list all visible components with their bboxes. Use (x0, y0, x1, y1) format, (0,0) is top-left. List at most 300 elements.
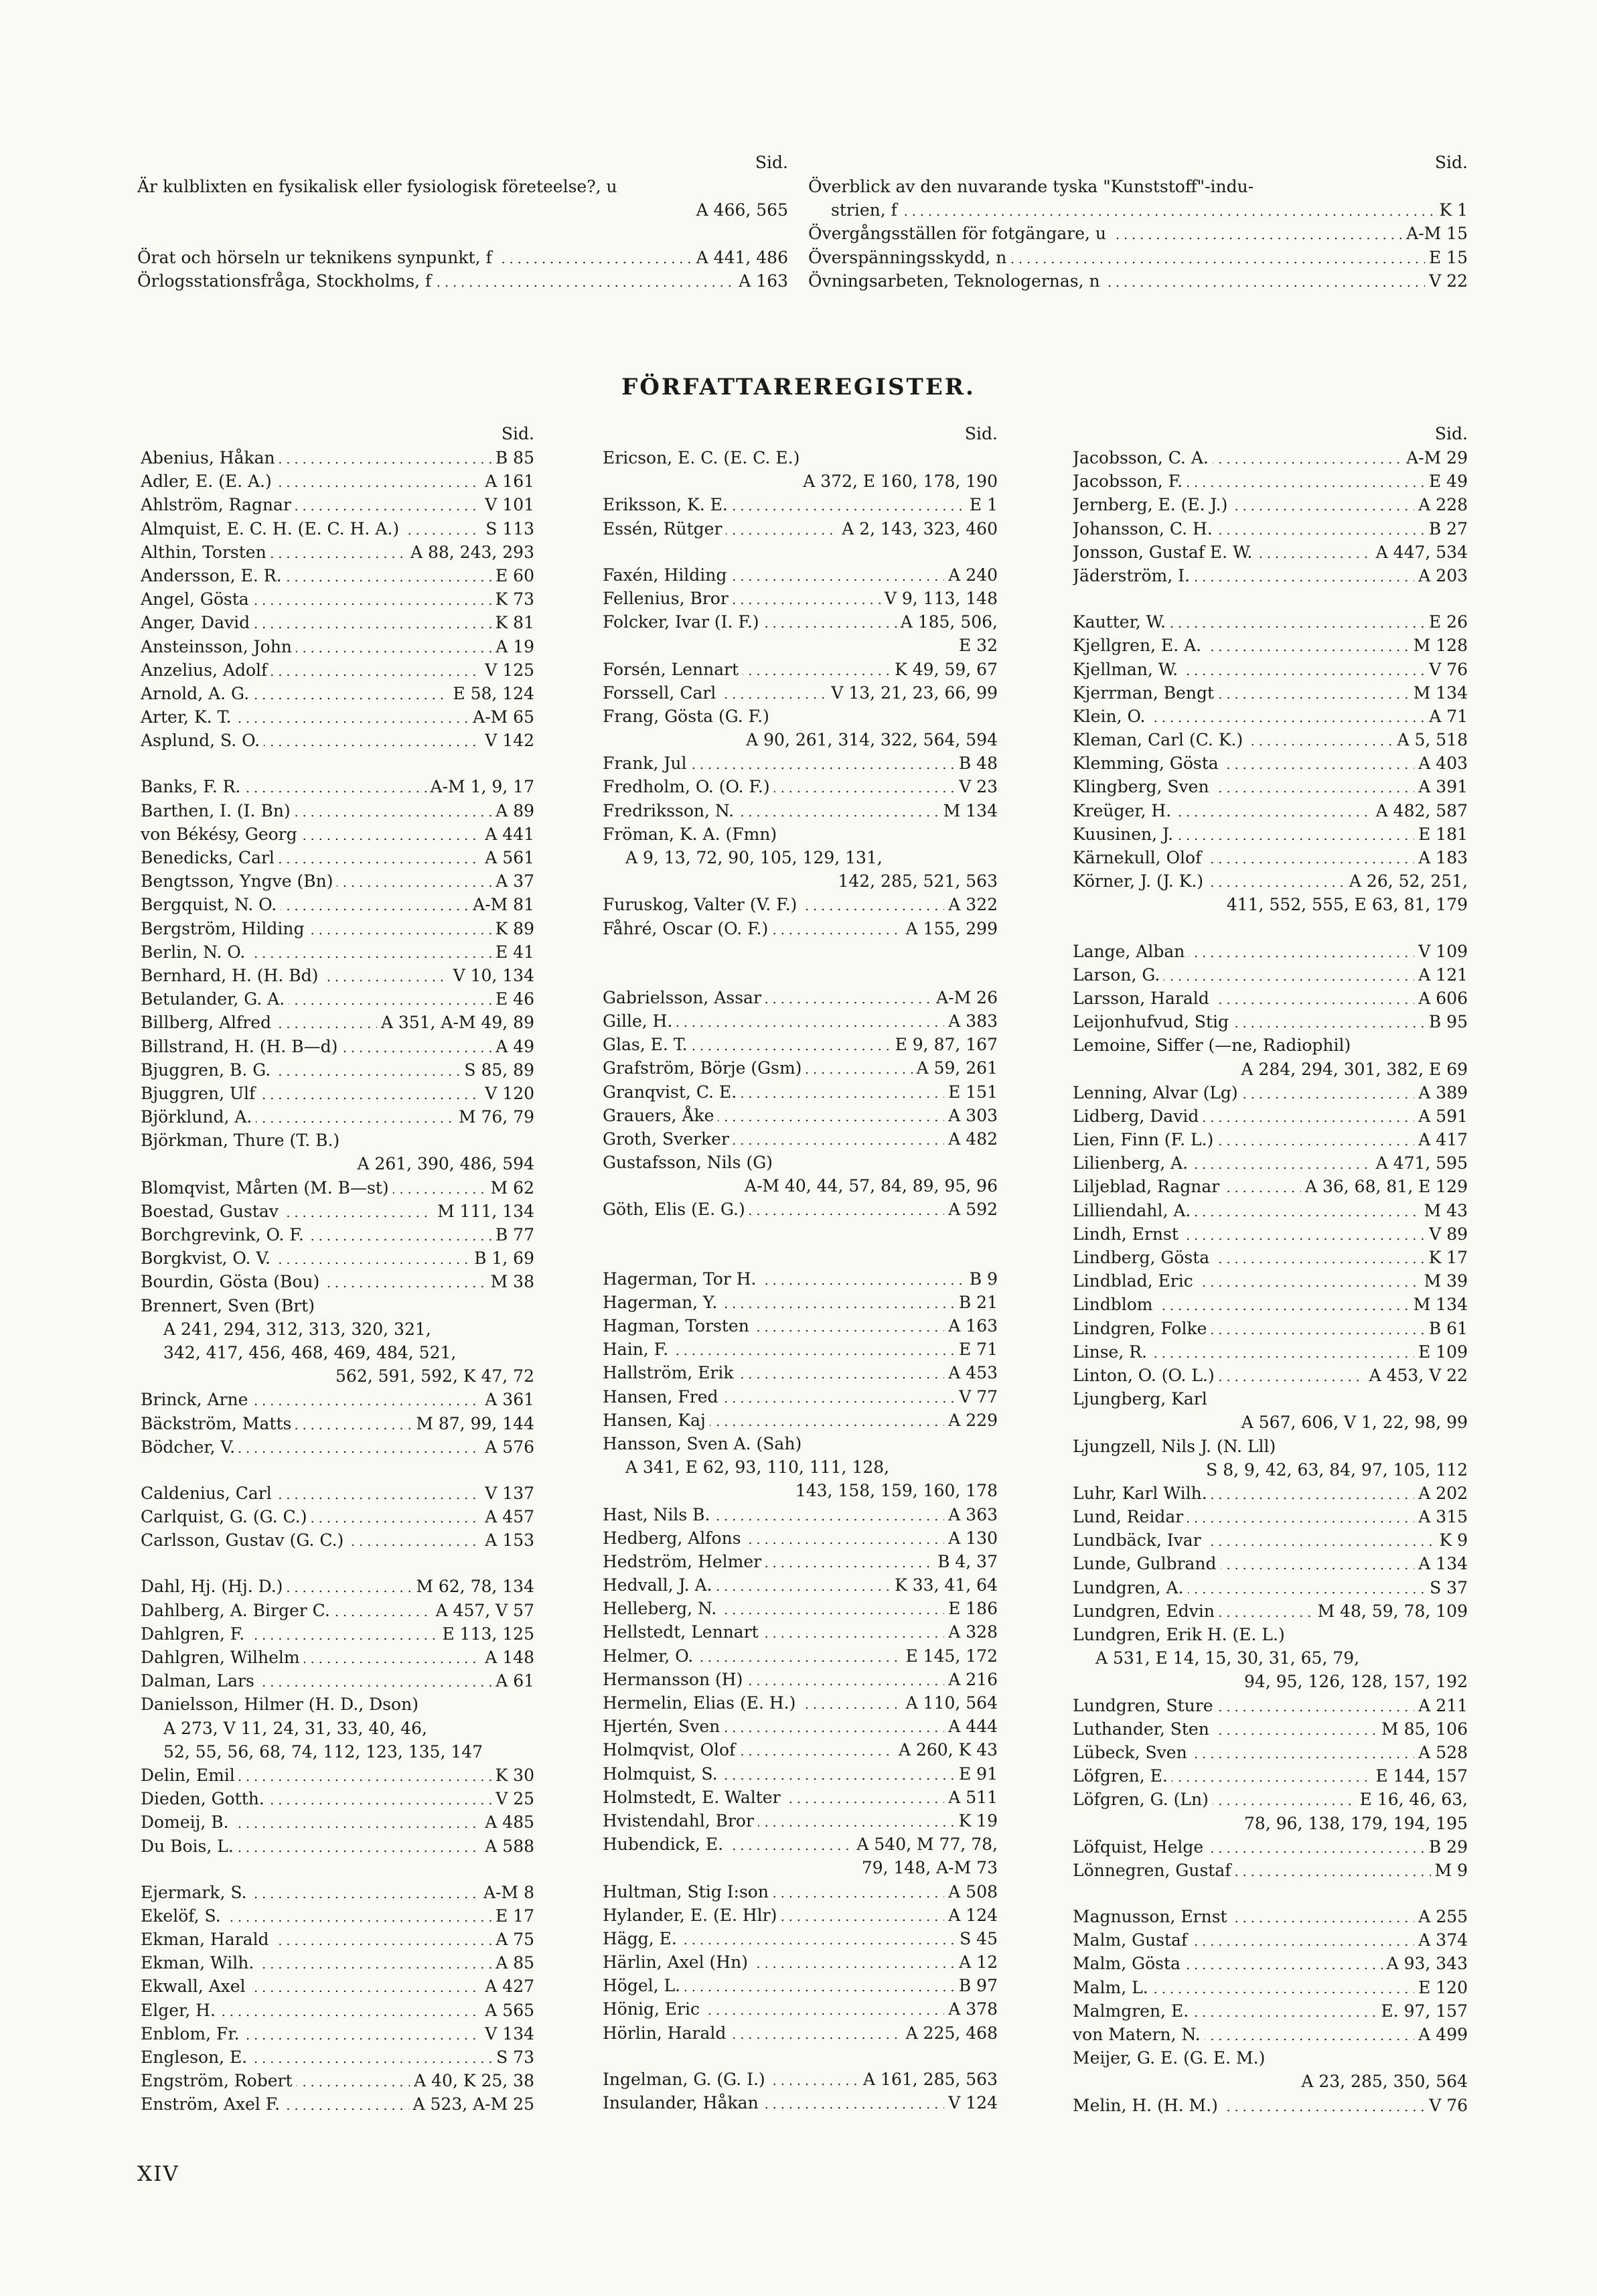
entry-page-reference: A 121 (1414, 963, 1468, 987)
entry-name: Angel, Gösta (141, 589, 253, 609)
entry-name: Groth, Sverker (603, 1129, 733, 1149)
entry-name: Lenning, Alvar (Lg) (1073, 1083, 1242, 1102)
entry-page-reference: A 61 (491, 1669, 534, 1693)
entry-name: Fellenius, Bror (603, 589, 733, 608)
index-entry (1073, 1151, 1468, 1175)
entry-page-reference: A 391 (1414, 775, 1468, 798)
index-entry (1073, 963, 1468, 987)
entry-name: Lübeck, Sven (1073, 1743, 1191, 1762)
entry-name: Benedicks, Carl (141, 848, 279, 867)
entry-name: Ljungberg, Karl (1073, 1389, 1211, 1409)
entry-page-reference: A 211 (1414, 1694, 1468, 1717)
entry-name: Dieden, Gotth. (141, 1789, 269, 1808)
index-entry (1073, 1505, 1468, 1528)
entry-page-reference: A 89 (491, 799, 534, 822)
index-entry (1073, 1317, 1468, 1340)
entry-page-reference: E 49 (1425, 470, 1468, 493)
entry-name: Gille, H. (603, 1011, 676, 1031)
entry-name: Berlin, N. O. (141, 942, 249, 962)
index-entry (1073, 1128, 1468, 1151)
index-entry (141, 822, 534, 846)
entry-page-reference: V 10, 134 (449, 964, 534, 987)
index-entry (603, 1080, 998, 1104)
index-entry (1073, 1576, 1468, 1599)
index-entry (603, 917, 998, 940)
entry-page-reference: A 59, 261 (913, 1056, 998, 1080)
index-entry (1073, 846, 1468, 869)
index-entry (141, 1693, 534, 1716)
entry-page-reference: B 27 (1425, 517, 1468, 541)
index-entry (603, 1644, 998, 1668)
sid-header: Sid. (755, 153, 788, 172)
entry-name: Hvistendahl, Bror (603, 1811, 758, 1831)
index-entry (137, 269, 788, 293)
index-entry (808, 269, 1468, 293)
index-entry (603, 1738, 998, 1762)
entry-name: Billberg, Alfred (141, 1013, 275, 1032)
index-entry (1073, 1999, 1468, 2023)
entry-page-reference: V 76 (1425, 658, 1468, 681)
entry-name: Lindh, Ernst (1073, 1224, 1183, 1244)
entry-continuation: E 32 (958, 636, 998, 656)
index-entry (1073, 799, 1468, 822)
index-entry (808, 222, 1468, 245)
entry-name: Är kulblixten en fysikalisk eller fysiologisk företeelse?, u (137, 177, 621, 196)
index-entry (141, 587, 534, 611)
entry-page-reference: A-M 29 (1402, 446, 1468, 470)
index-entry (141, 635, 534, 658)
index-entry (603, 1668, 998, 1691)
entry-page-reference: V 134 (481, 2022, 534, 2046)
entry-name: Bjuggren, Ulf (141, 1084, 259, 1103)
entry-page-reference: E 109 (1414, 1340, 1468, 1364)
entry-name: Dahl, Hj. (Hj. D.) (141, 1577, 287, 1596)
entry-page-reference: E 41 (491, 940, 534, 964)
column-entries (1073, 446, 1468, 2117)
index-entry (141, 1200, 534, 1223)
entry-page-reference: M 38 (487, 1270, 534, 1293)
entry-name: Björkman, Thure (T. B.) (141, 1131, 344, 1150)
index-entry (603, 1056, 998, 1080)
author-column-2 (603, 422, 998, 2114)
entry-page-reference: A 576 (481, 1435, 534, 1459)
index-entry (1073, 1033, 1468, 1057)
entry-name: Liljeblad, Ragnar (1073, 1177, 1223, 1196)
entry-name: Hagman, Torsten (603, 1316, 753, 1336)
entry-continuation: 562, 591, 592, K 47, 72 (335, 1366, 534, 1386)
entry-name: Lange, Alban (1073, 942, 1189, 961)
entry-name: Hultman, Stig I:son (603, 1882, 773, 1902)
index-entry (141, 1646, 534, 1669)
index-entry (141, 1011, 534, 1034)
index-entry (808, 246, 1468, 269)
index-entry (141, 1294, 534, 1317)
entry-name: Brinck, Arne (141, 1390, 252, 1409)
entry-name: Hain, F. (603, 1340, 672, 1359)
spacer (603, 1244, 998, 1267)
index-entry (137, 222, 788, 245)
entry-page-reference: V 77 (955, 1385, 998, 1409)
entry-name: Lilienberg, A. (1073, 1153, 1192, 1173)
entry-page-reference: A-M 8 (479, 1881, 534, 1904)
index-entry (141, 1835, 534, 1858)
entry-name: Dahlberg, A. Birger C. (141, 1601, 334, 1620)
entry-name: Almquist, E. C. H. (E. C. H. A.) (141, 519, 403, 539)
entry-page-reference: E 120 (1414, 1976, 1468, 1999)
entry-page-reference: A 110, 564 (902, 1691, 998, 1715)
entry-name: Dahlgren, F. (141, 1624, 248, 1644)
entry-page-reference: A 591 (1414, 1104, 1468, 1128)
entry-name: Hansen, Fred (603, 1387, 723, 1407)
spacer (1073, 917, 1468, 940)
sid-header: Sid. (964, 424, 998, 443)
index-entry (603, 1009, 998, 1033)
entry-name: Lund, Reidar (1073, 1507, 1187, 1526)
index-entry (603, 2021, 998, 2045)
entry-page-reference: V 22 (1425, 269, 1468, 293)
spacer (603, 2045, 998, 2068)
entry-page-reference: B 61 (1425, 1317, 1468, 1340)
index-entry (141, 869, 534, 893)
entry-name: Lien, Finn (F. L.) (1073, 1130, 1217, 1149)
entry-name: Löfgren, G. (Ln) (1073, 1790, 1213, 1809)
index-entry (603, 775, 998, 798)
entry-name: Fredriksson, N. (603, 801, 738, 820)
index-entry (141, 2046, 534, 2069)
entry-page-reference: B 95 (1425, 1010, 1468, 1033)
dot-leader (831, 198, 1468, 222)
column-entries (603, 446, 998, 2114)
index-entry (1073, 658, 1468, 681)
entry-page-reference: B 9 (966, 1267, 998, 1291)
entry-name: Kautter, W. (1073, 612, 1170, 632)
entry-name: Bergström, Hilding (141, 919, 309, 938)
entry-page-reference: V 89 (1425, 1222, 1468, 1246)
index-entry (603, 1573, 998, 1597)
index-entry (603, 1762, 998, 1786)
entry-page-reference: V 76 (1425, 2094, 1468, 2117)
entry-continuation: 94, 95, 126, 128, 157, 192 (1244, 1672, 1468, 1692)
entry-name: Bourdin, Gösta (Bou) (141, 1272, 323, 1291)
index-entry (1073, 1246, 1468, 1269)
entry-name: Holmquist, S. (603, 1764, 722, 1784)
entry-name: von Békésy, Georg (141, 824, 301, 844)
entry-page-reference: B 85 (491, 446, 534, 470)
entry-page-reference: A 71 (1425, 705, 1468, 728)
spacer (603, 1222, 998, 1244)
index-entry (1073, 1199, 1468, 1222)
index-entry (603, 1691, 998, 1715)
entry-page-reference: A 592 (944, 1198, 998, 1221)
index-entry (141, 1388, 534, 1411)
entry-page-reference: A 163 (735, 269, 788, 293)
entry-name: Hylander, E. (E. Hlr) (603, 1906, 781, 1925)
entry-page-reference: A 361 (481, 1388, 534, 1411)
index-entry (1073, 1623, 1468, 1646)
index-entry (1073, 1387, 1468, 1411)
entry-name: Hansen, Kaj (603, 1411, 710, 1430)
index-entry (808, 175, 1468, 198)
entry-page-reference: A 124 (944, 1904, 998, 1927)
index-entry (603, 1503, 998, 1526)
entry-page-reference: A 303 (944, 1104, 998, 1127)
entry-name: Göth, Elis (E. G.) (603, 1200, 749, 1219)
entry-page-reference: A 363 (944, 1503, 998, 1526)
index-entry (141, 682, 534, 705)
index-entry (603, 1880, 998, 1904)
entry-name: Folcker, Ivar (I. F.) (603, 612, 763, 632)
entry-name (137, 200, 141, 220)
index-entry (141, 917, 534, 940)
index-entry (141, 2092, 534, 2116)
index-entry (603, 1974, 998, 1997)
entry-name: Malm, L. (1073, 1978, 1152, 1997)
index-entry (1073, 1952, 1468, 1975)
index-entry (603, 1409, 998, 1432)
index-entry (141, 1505, 534, 1528)
entry-name: Magnusson, Ernst (1073, 1907, 1231, 1926)
index-entry (603, 1033, 998, 1056)
spacer (603, 940, 998, 963)
page-number: XIV (137, 2162, 179, 2186)
entry-page-reference: S 73 (492, 2046, 534, 2069)
index-entry (1073, 1482, 1468, 1505)
entry-page-reference: E. 97, 157 (1377, 1999, 1468, 2023)
entry-name: Lindgren, Folke (1073, 1319, 1211, 1338)
index-entry (603, 493, 998, 516)
entry-page-reference: K 19 (955, 1809, 998, 1833)
entry-page-reference: B 97 (955, 1974, 998, 1997)
entry-page-reference: A 540, M 77, 78, (852, 1833, 998, 1856)
entry-page-reference: E 145, 172 (901, 1644, 998, 1668)
entry-name: Fredholm, O. (O. F.) (603, 777, 774, 796)
entry-page-reference: A 447, 534 (1372, 541, 1468, 564)
author-column-1 (141, 422, 534, 2116)
entry-name: Kärnekull, Olof (1073, 848, 1205, 867)
index-entry (1073, 1010, 1468, 1033)
index-entry (1073, 1905, 1468, 1928)
entry-name: Luthander, Sten (1073, 1719, 1213, 1739)
index-entry (141, 1904, 534, 1928)
entry-page-reference: S 113 (481, 517, 534, 541)
entry-page-reference: A 561 (481, 846, 534, 869)
entry-continuation: 78, 96, 138, 179, 194, 195 (1244, 1813, 1468, 1833)
entry-name: Lundgren, A. (1073, 1578, 1188, 1597)
entry-name: Helmer, O. (603, 1646, 697, 1666)
entry-name: Ansteinsson, John (141, 637, 296, 656)
index-entry (603, 446, 998, 470)
entry-name: Hagerman, Tor H. (603, 1269, 761, 1289)
index-entry (1073, 1599, 1468, 1623)
entry-name: Hagerman, Y. (603, 1293, 721, 1312)
entry-name: Ahlström, Ragnar (141, 495, 295, 514)
spacer (141, 1459, 534, 1482)
entry-name: Hedberg, Alfons (603, 1528, 745, 1548)
entry-page-reference: A 383 (944, 1009, 998, 1033)
entry-name: Adler, E. (E. A.) (141, 472, 276, 491)
entry-page-reference: A-M 81 (469, 893, 534, 916)
entry-name: Linse, R. (1073, 1342, 1151, 1362)
index-entry (603, 1786, 998, 1809)
entry-name: Ingelman, G. (G. I.) (603, 2070, 769, 2089)
entry-page-reference: A 453 (944, 1361, 998, 1384)
entry-page-reference: A 457 (481, 1505, 534, 1528)
entry-name: Billstrand, H. (H. B—d) (141, 1037, 341, 1056)
index-entry (603, 1550, 998, 1573)
index-entry (603, 1904, 998, 1927)
entry-page-reference: V 109 (1414, 940, 1468, 963)
entry-page-reference: K 33, 41, 64 (891, 1573, 998, 1597)
entry-name: Hedström, Helmer (603, 1552, 765, 1571)
entry-page-reference: A 130 (944, 1526, 998, 1550)
index-entry (808, 198, 1468, 222)
entry-page-reference: A 203 (1414, 564, 1468, 587)
entry-page-reference: A 2, 143, 323, 460 (838, 517, 998, 541)
entry-page-reference: A 75 (491, 1928, 534, 1951)
entry-page-reference: E 60 (491, 564, 534, 587)
index-entry (1073, 2094, 1468, 2117)
index-entry (1073, 610, 1468, 634)
sid-header: Sid. (1434, 424, 1468, 443)
entry-page-reference: A 482 (944, 1127, 998, 1151)
index-entry (603, 1361, 998, 1384)
entry-name: Bjuggren, B. G. (141, 1060, 275, 1080)
top-index-right (808, 151, 1468, 293)
index-entry (1073, 1694, 1468, 1717)
index-entry (1073, 1788, 1468, 1811)
entry-name: Klein, O. (1073, 707, 1149, 726)
index-entry (1073, 1435, 1468, 1458)
entry-name: Jacobsson, C. A. (1073, 448, 1213, 468)
entry-page-reference: M 76, 79 (455, 1105, 534, 1129)
index-entry (141, 964, 534, 987)
entry-page-reference: A 417 (1414, 1128, 1468, 1151)
entry-page-reference: A 134 (1414, 1552, 1468, 1575)
index-entry (603, 1950, 998, 1974)
index-entry (141, 729, 534, 752)
index-entry (603, 1809, 998, 1833)
index-entry (137, 198, 788, 222)
entry-name: Malmgren, E. (1073, 2001, 1193, 2021)
entry-page-reference: A 36, 68, 81, E 129 (1301, 1175, 1468, 1198)
entry-page-reference: A 457, V 57 (432, 1599, 534, 1622)
entry-name: Frank, Jul (603, 754, 690, 773)
entry-page-reference: K 81 (491, 611, 534, 634)
entry-name: Elger, H. (141, 2001, 220, 2020)
entry-continuation: A 284, 294, 301, 382, E 69 (1241, 1059, 1468, 1079)
spacer (141, 1552, 534, 1575)
entry-name: Bernhard, H. (H. Bd) (141, 966, 322, 985)
index-entry (1073, 705, 1468, 728)
entry-page-reference: E 71 (955, 1338, 998, 1361)
entry-name: Övningsarbeten, Teknologernas, n (808, 271, 1104, 291)
entry-name: Du Bois, L. (141, 1837, 238, 1856)
entry-page-reference: A 161 (481, 470, 534, 493)
index-entry (141, 1270, 534, 1293)
index-entry (603, 1314, 998, 1338)
entry-continuation: A 241, 294, 312, 313, 320, 321, (163, 1319, 431, 1339)
entry-name: Hermelin, Elias (E. H.) (603, 1693, 800, 1713)
entry-name: Insulander, Håkan (603, 2093, 763, 2112)
entry-name: Jonsson, Gustaf E. W. (1073, 543, 1256, 562)
entry-name: Grafström, Börje (Gsm) (603, 1058, 806, 1078)
index-entry (1073, 1717, 1468, 1741)
entry-name: Lundgren, Edvin (1073, 1601, 1219, 1621)
entry-page-reference: A 148 (481, 1646, 534, 1669)
entry-name: Engström, Robert (141, 2071, 297, 2090)
index-entry (141, 446, 534, 470)
entry-name: Leijonhufvud, Stig (1073, 1012, 1233, 1031)
index-entry (1073, 1976, 1468, 1999)
entry-page-reference: A 202 (1414, 1482, 1468, 1505)
entry-name: Borchgrevink, O. F. (141, 1225, 308, 1244)
index-entry (141, 1928, 534, 1951)
index-entry (141, 1764, 534, 1787)
entry-page-reference: A 19 (491, 635, 534, 658)
index-entry (1073, 1364, 1468, 1387)
index-entry (141, 705, 534, 729)
entry-page-reference: A 229 (944, 1409, 998, 1432)
index-entry (141, 1058, 534, 1082)
entry-name: Hägg, E. (603, 1929, 681, 1948)
entry-name: Meijer, G. E. (G. E. M.) (1073, 2048, 1269, 2068)
top-index-left-entries (137, 175, 788, 293)
index-entry (141, 1482, 534, 1505)
spacer (603, 541, 998, 563)
entry-page-reference: S 45 (956, 1927, 998, 1950)
entry-page-reference: E 17 (491, 1904, 534, 1928)
entry-continuation: S 8, 9, 42, 63, 84, 97, 105, 112 (1206, 1459, 1468, 1480)
entry-page-reference: A 255 (1414, 1905, 1468, 1928)
entry-page-reference: A 40, K 25, 38 (410, 2069, 534, 2092)
entry-page-reference: A 565 (481, 1999, 534, 2022)
entry-name: Larson, G. (1073, 965, 1164, 985)
entry-page-reference: M 134 (1410, 681, 1468, 705)
entry-name: Kjellgren, E. A. (1073, 636, 1205, 655)
index-entry (141, 1599, 534, 1622)
entry-name: Malm, Gustaf (1073, 1930, 1191, 1950)
entry-page-reference: E 144, 157 (1371, 1764, 1468, 1788)
entry-continuation: A 90, 261, 314, 322, 564, 594 (746, 730, 998, 750)
entry-page-reference: A 351, A-M 49, 89 (377, 1011, 534, 1034)
entry-page-reference: M 111, 134 (433, 1200, 534, 1223)
entry-page-reference: E 26 (1425, 610, 1468, 634)
index-entry (1073, 2023, 1468, 2046)
entry-name: Bödcher, V. (141, 1437, 239, 1457)
entry-page-reference: A 485 (481, 1810, 534, 1834)
entry-page-reference: A 228 (1414, 493, 1468, 516)
entry-name: Faxén, Hilding (603, 565, 731, 585)
entry-name: Bergquist, N. O. (141, 895, 281, 914)
entry-page-reference: A-M 26 (932, 986, 998, 1009)
index-entry (1073, 1528, 1468, 1552)
index-entry (1073, 822, 1468, 846)
entry-page-reference: S 85, 89 (460, 1058, 534, 1082)
entry-name: Lindblad, Eric (1073, 1271, 1197, 1291)
entry-page-reference: B 48 (955, 751, 998, 775)
entry-page-reference: E 181 (1414, 822, 1468, 846)
entry-name: Ljungzell, Nils J. (N. Lll) (1073, 1437, 1280, 1456)
index-entry (1073, 517, 1468, 541)
index-entry (603, 1927, 998, 1950)
entry-page-reference: S 37 (1426, 1576, 1468, 1599)
entry-name: Dahlgren, Wilhelm (141, 1648, 304, 1667)
index-entry (141, 1223, 534, 1246)
entry-name: Härlin, Axel (Hn) (603, 1952, 752, 1972)
entry-page-reference: A 466, 565 (692, 198, 788, 222)
entry-page-reference: V 25 (491, 1787, 534, 1810)
entry-continuation: A 23, 285, 350, 564 (1301, 2072, 1468, 2092)
